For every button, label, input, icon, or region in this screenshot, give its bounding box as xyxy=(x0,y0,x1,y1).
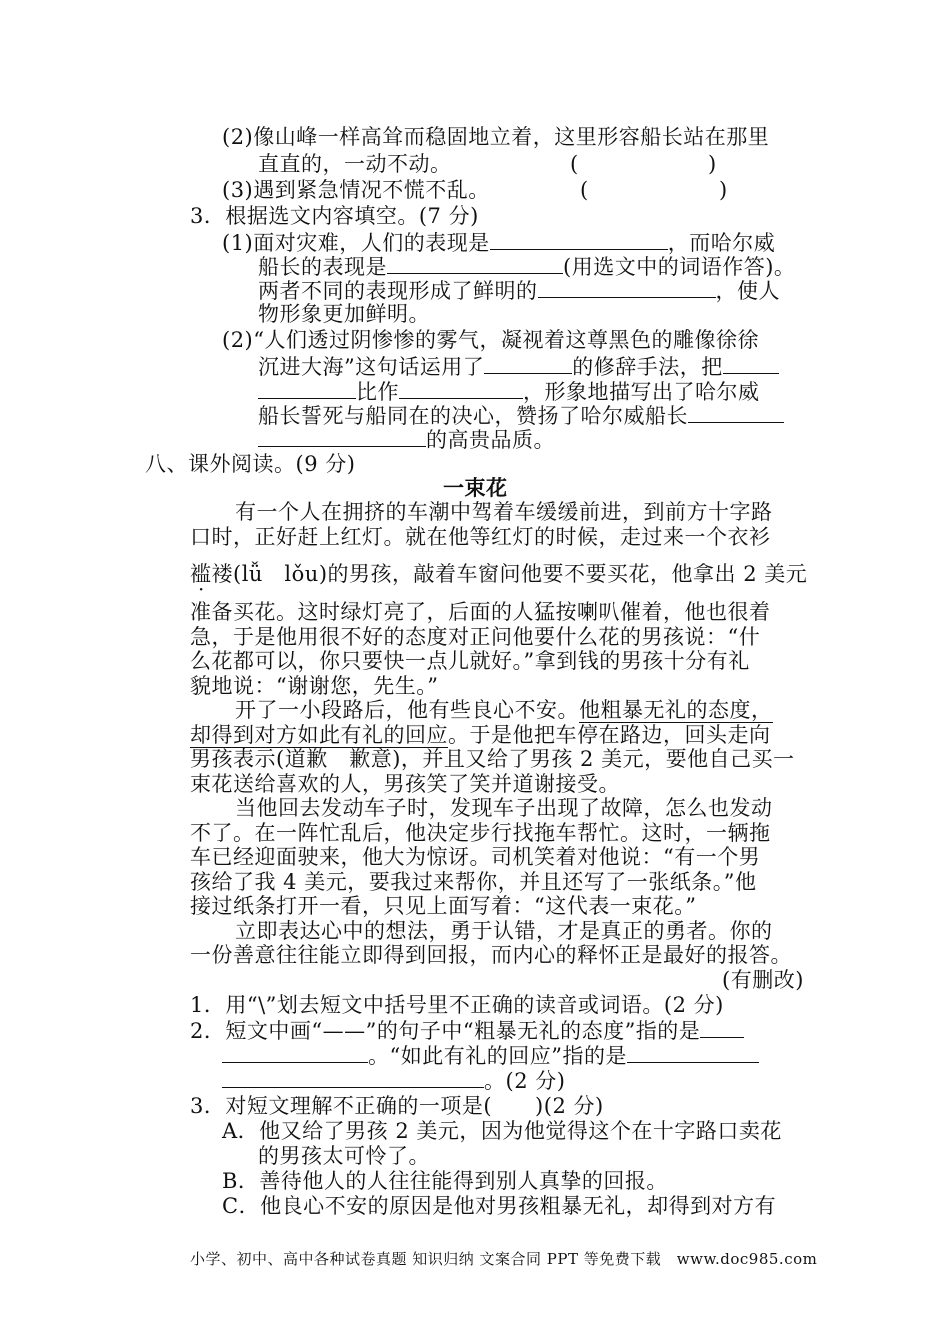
pinyin-term: 褴褛(lǚ lǒu) · xyxy=(190,562,328,586)
p1-line1: 有一个人在拥挤的车潮中驾着车缓缓前进，到前方十字路 xyxy=(235,500,773,524)
q3-2-line2 xyxy=(258,353,779,380)
answer-paren-close: ) xyxy=(708,152,717,176)
answer-blank[interactable] xyxy=(387,253,563,274)
p1-line7: 貌地说：“谢谢您，先生。” xyxy=(190,674,439,698)
option-a-line1: A．他又给了男孩 2 美元，因为他觉得这个在十字路口卖花 xyxy=(222,1119,782,1143)
q3-1-text-f: ，使人 xyxy=(715,279,780,303)
answer-blank[interactable] xyxy=(688,402,784,423)
q3-heading: 3．根据选文内容填空。(7 分) xyxy=(190,204,479,228)
q3-2-text-f: 船长誓死与船同在的决心，赞扬了哈尔威船长 xyxy=(258,404,688,428)
p4-line1: 立即表达心中的想法，勇于认错，才是真正的勇者。你的 xyxy=(235,919,773,943)
p1-line3 xyxy=(190,561,807,587)
q3-1-text-a: (1)面对灾难，人们的表现是 xyxy=(222,231,490,255)
answer-blank[interactable] xyxy=(700,1017,744,1038)
q3-2-text-b: 沉进大海”这句话运用了 xyxy=(258,355,485,379)
q3-1-line1 xyxy=(222,229,775,256)
p3-line2: 不了。在一阵忙乱后，他决定步行找拖车帮忙。这时，一辆拖 xyxy=(190,821,771,845)
source-note: (有删改) xyxy=(722,968,804,992)
answer-blank[interactable] xyxy=(222,1067,484,1088)
section8-heading: 八、课外阅读。(9 分) xyxy=(145,452,356,476)
underlined-sentence: 却得到对方如此有礼的回应 xyxy=(190,723,448,747)
answer-blank[interactable] xyxy=(627,1042,759,1063)
option-b: B．善待他人的人往往能得到别人真挚的回报。 xyxy=(222,1169,668,1193)
q3-2-line5 xyxy=(258,426,555,453)
q3-1-text-e: 两者不同的表现形成了鲜明的 xyxy=(258,279,538,303)
p1-line5: 急，于是他用很不好的态度对正问他要什么花的男孩说：“什 xyxy=(190,625,761,649)
q3-2-text-d: 比作 xyxy=(356,380,399,404)
q3-1-text-d: (用选文中的词语作答)。 xyxy=(563,255,796,279)
underlined-sentence: 他粗暴无礼的态度， xyxy=(579,698,773,722)
p3-line4: 孩给了我 4 美元，要我过来帮你，并且还写了一张纸条。”他 xyxy=(190,870,757,894)
q2-text-c: 。(2 分) xyxy=(484,1069,566,1093)
answer-blank[interactable] xyxy=(723,353,779,374)
p4-line2: 一份善意往往能立即得到回报，而内心的释怀正是最好的报答。 xyxy=(190,943,792,967)
answer-blank[interactable] xyxy=(490,229,668,250)
answer-paren-close: ) xyxy=(719,178,728,202)
q3-2-line1: (2)“人们透过阴惨惨的雾气，凝视着这尊黑色的雕像徐徐 xyxy=(222,328,759,352)
p1-line2: 口时，正好赶上红灯。就在他等红灯的时候，走过来一个衣衫 xyxy=(190,525,771,549)
answer-blank[interactable] xyxy=(258,378,356,399)
q2-item3: (3)遇到紧急情况不慌不乱。 xyxy=(222,178,490,202)
q3-2-line3 xyxy=(258,378,760,405)
q3-1-line3 xyxy=(258,277,780,304)
q3-2-line4 xyxy=(258,402,784,429)
p2-line3: 男孩表示(道歉 歉意)，并且又给了男孩 2 美元，要他自己买一 xyxy=(190,747,795,771)
q2-item2-line2: 直直的，一动不动。 xyxy=(258,152,452,176)
p2-line1 xyxy=(235,697,773,723)
answer-paren-open: ( xyxy=(570,152,579,176)
answer-paren-open: ( xyxy=(580,178,589,202)
page-footer: 小学、初中、高中各种试卷真题 知识归纳 文案合同 PPT 等免费下载 www.doc985.com xyxy=(190,1250,818,1268)
question-2-line1 xyxy=(190,1017,744,1044)
q3-2-text-e: ，形象地描写出了哈尔威 xyxy=(523,380,760,404)
answer-blank[interactable] xyxy=(222,1042,368,1063)
answer-blank[interactable] xyxy=(484,353,572,374)
question-2-line3 xyxy=(222,1067,565,1094)
option-c: C．他良心不安的原因是他对男孩粗暴无礼，却得到对方有 xyxy=(222,1194,777,1218)
p2-line1-plain: 开了一小段路后，他有些良心不安。 xyxy=(235,698,579,722)
p2-line2 xyxy=(190,722,771,748)
p2-line2-plain: 。于是他把车停在路边，回头走向 xyxy=(448,723,771,747)
q3-1-line2 xyxy=(258,253,795,280)
answer-blank[interactable] xyxy=(258,426,426,447)
answer-blank[interactable] xyxy=(399,378,523,399)
q3-2-text-g: 的高贵品质。 xyxy=(426,428,555,452)
question-2-line2 xyxy=(222,1042,759,1069)
p3-line5: 接过纸条打开一看，只见上面写着：“这代表一束花。” xyxy=(190,894,697,918)
question-1: 1．用“\”划去短文中括号里不正确的读音或词语。(2 分) xyxy=(190,993,724,1017)
p1-line6: 么花都可以，你只要快一点儿就好。”拿到钱的男孩十分有礼 xyxy=(190,649,750,673)
q3-2-text-c: 的修辞手法，把 xyxy=(572,355,723,379)
q3-1-line4: 物形象更加鲜明。 xyxy=(258,302,430,326)
passage-title: 一束花 xyxy=(443,476,508,500)
q2-item2-line1: (2)像山峰一样高耸而稳固地立着，这里形容船长站在那里 xyxy=(222,125,770,149)
q3-1-text-b: ，而哈尔威 xyxy=(667,231,776,255)
p1-line4: 准备买花。这时绿灯亮了，后面的人猛按喇叭催着，他也很着 xyxy=(190,600,771,624)
q3-1-text-c: 船长的表现是 xyxy=(258,255,387,279)
option-a-line2: 的男孩太可怜了。 xyxy=(258,1144,430,1168)
question-3: 3．对短文理解不正确的一项是( )(2 分) xyxy=(190,1094,604,1118)
p2-line4: 束花送给喜欢的人，男孩笑了笑并道谢接受。 xyxy=(190,772,620,796)
p1-line3-rest: 的男孩，敲着车窗问他要不要买花，他拿出 2 美元 xyxy=(327,562,808,586)
p3-line3: 车已经迎面驶来，他大为惊讶。司机笑着对他说：“有一个男 xyxy=(190,845,761,869)
q2-text-b: 。“如此有礼的回应”指的是 xyxy=(368,1044,627,1068)
answer-blank[interactable] xyxy=(538,277,716,298)
p3-line1: 当他回去发动车子时，发现车子出现了故障，怎么也发动 xyxy=(235,796,773,820)
q2-text-a: 2．短文中画“——”的句子中“粗暴无礼的态度”指的是 xyxy=(190,1019,701,1043)
